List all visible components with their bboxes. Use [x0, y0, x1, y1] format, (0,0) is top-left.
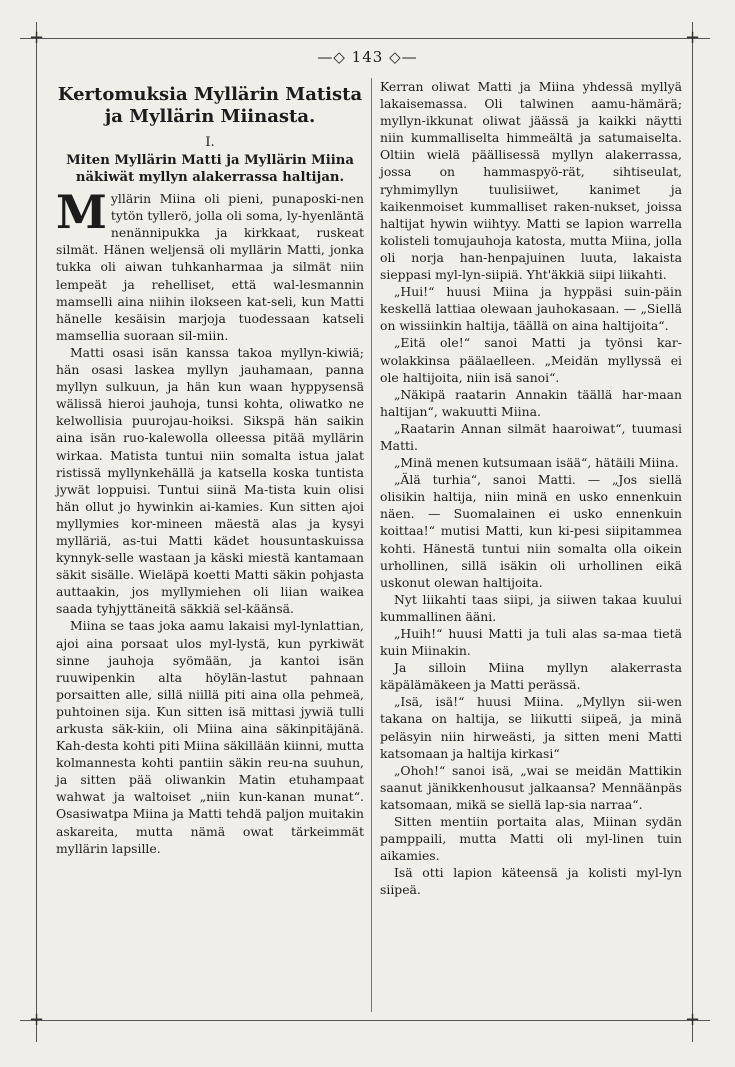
crop-line-top — [20, 38, 710, 39]
paragraph: „Minä menen kutsumaan isää“, hätäili Miina. — [394, 455, 679, 471]
paragraph: „Ohoh!“ sanoi isä, „wai se meidän Mattikin saanut jänikkenhousut jalkaansa? Mennäänpäs katsomaan, mikä se siellä lap-sia narraa“. — [380, 762, 682, 812]
paragraph: Nyt liikahti taas siipi, ja siiwen takaa kuului kummallinen ääni. — [380, 591, 682, 624]
crop-mark-bottom-right-icon: + — [685, 1009, 701, 1030]
paragraph: „Älä turhia“, sanoi Matti. — „Jos siellä olisikin haltija, niin minä en usko ennenkuin näen. — Suomalainen ei usko ennenkuin koittaa!“ mutisi Matti, kun ki-pesi siipitammea kohti. Hänestä tuntui niin somalta olla oikein urhollinen, sillä isäkin oli urhollinen eikä uskonut olewan haltijoita. — [380, 472, 682, 590]
crop-mark-bottom-left-icon: + — [29, 1009, 45, 1030]
paragraph: Miina se taas joka aamu lakaisi myl-lynlattian, ajoi aina porsaat ulos myl-lystä, kun pyrkiwät sinne jauhoja syömään, ja kantoi isän ruuwipenkin alta höylän-lastut pahnaan porsaitten alle, sillä niillä piti aina olla pehmeä, puhtoinen sija. Kun sitten isä mittasi jywiä tulli arkusta säk-kiin, oli Miina aina säkinpitäjänä. Kah-desta kohti piti Miina säkillään kiinni, mutta kolmannesta kohti pantiin säkin reu-na suuhun, ja sitten pää oliwankin Matin etuhampaat wahwat ja waltoiset „niin kun-kanan munat“. Osasiwatpa Miina ja Matti tehdä paljon muitakin askareita, mutta nämä owat tärkeimmät myllärin lapsille. — [56, 618, 364, 856]
right-column — [380, 78, 682, 899]
chapter-number: I. — [205, 135, 215, 150]
chapter-title: Miten Myllärin Matti ja Myllärin Miina näkiwät myllyn alakerrassa haltijan. — [66, 153, 354, 185]
paragraph: „Raatarin Annan silmät haaroiwat“, tuumasi Matti. — [380, 420, 682, 453]
crop-mark-top-right-icon: + — [685, 27, 701, 48]
crop-line-left — [36, 22, 37, 1042]
left-column — [56, 78, 364, 857]
paragraph: „Hui!“ huusi Miina ja hyppäsi suin-päin keskellä lattiaa olewaan jauhokasaan. — „Siellä on wissiinkin haltija, täällä on aina haltijoita“. — [380, 284, 682, 334]
paragraph: Kerran oliwat Matti ja Miina yhdessä myllyä lakaisemassa. Oli talwinen aamu-hämärä; myllyn-ikkunat oliwat jäässä ja kaikki näytti niin kummalliselta himmeältä ja satumaiselta. Oltiin wielä päällisessä myllyn alakerrassa, jossa on hammaspyö-rät, sihtiseulat, ryhmimyllyn tuulisiiwet, kanimet ja kaikenmoiset kummalliset raken-nukset, joissa haltijat hywin wiihtyy. Matti se lapion warrella kolisteli tomujauhoja katosta, mutta Miina, jolla oli norja han-henpajuinen luuta, lakaista sieppasi myl-lyn-siipiä. Yht'äkkiä siipi liikahti. — [380, 79, 682, 283]
paragraph: „Näkipä raatarin Annakin täällä har-maan haltijan“, wakuutti Miina. — [380, 386, 682, 419]
dropcap-letter: M — [56, 185, 107, 240]
paragraph — [56, 185, 364, 344]
paragraph-text: yllärin Miina oli pieni, punaposki-nen tytön tyllerö, jolla oli soma, ly-hyenläntä nenännipukka ja kirkkaat, ruskeat silmät. Hänen weljensä oli myllärin Matti, jonka tukka oli aiwan tuhkanharmaa ja silmät niin lempeät ja rehelliset, että wal-lesmannin mamselli aina niihin ilokseen kat-seli, kun Matti hänelle kesäisin marjoja tuodessaan katseli mamsellia suoraan sil-miin. — [56, 191, 364, 343]
paragraph: Ja silloin Miina myllyn alakerrasta käpälämäkeen ja Matti perässä. — [380, 660, 682, 693]
page-number: —◇ 143 ◇— — [317, 48, 418, 66]
column-divider — [371, 78, 372, 1012]
crop-line-bottom — [20, 1020, 710, 1021]
paragraph: „Eitä ole!“ sanoi Matti ja työnsi kar-wolakkinsa päälaelleen. „Meidän myllyssä ei ole haltijoita, niin isä sanoi“. — [380, 335, 682, 385]
paragraph: Isä otti lapion käteensä ja kolisti myl-lyn siipeä. — [380, 865, 682, 898]
crop-mark-top-left-icon: + — [29, 27, 45, 48]
paragraph: „Huih!“ huusi Matti ja tuli alas sa-maa tietä kuin Miinakin. — [380, 626, 682, 659]
crop-line-right — [692, 22, 693, 1042]
paragraph: Sitten mentiin portaita alas, Miinan sydän pamppaili, mutta Matti oli myl-linen tuin aikamies. — [380, 814, 682, 864]
paragraph: Matti osasi isän kanssa takoa myllyn-kiwiä; hän osasi laskea myllyn jauhamaan, panna myllyn sulkuun, ja hän kun waan hyppysensä wälissä hieroi jauhoja, tunsi kohta, oliwatko ne kelwollisia puurojau-hoiksi. Sikspä hän saikin aina isän ruo-kalewolla olleessa pitää myllärin wirkaa. Matista tuntui niin somalta istua jalat ristissä myllynkehällä ja katsella koska tuntista jywät loppuisi. Tuntui siinä Ma-tista kuin olisi hän ollut jo hywinkin ai-kamies. Kun sitten ajoi myllymies kor-mineen mäestä alas ja kysyi mylläriä, as-tui Matti kädet housuntaskuissa kynnyk-selle wastaan ja käski miestä kantamaan säkit sisälle. Wieläpä koetti Matti säkin pohjasta auttaakin, jos myllymiehen oli liian waikea saada tyhjyttäneitä säkkiä sel-käänsä. — [56, 344, 364, 617]
paragraph: „Isä, isä!“ huusi Miina. „Myllyn sii-wen takana on haltija, se liikutti siipeä, ja minä peläsyin niin hirweästi, ja sitten meni Matti katsomaan ja haltija kirkasi“ — [380, 694, 682, 761]
story-title: Kertomuksia Myllärin Matista ja Myllärin Miinasta. — [57, 84, 363, 127]
